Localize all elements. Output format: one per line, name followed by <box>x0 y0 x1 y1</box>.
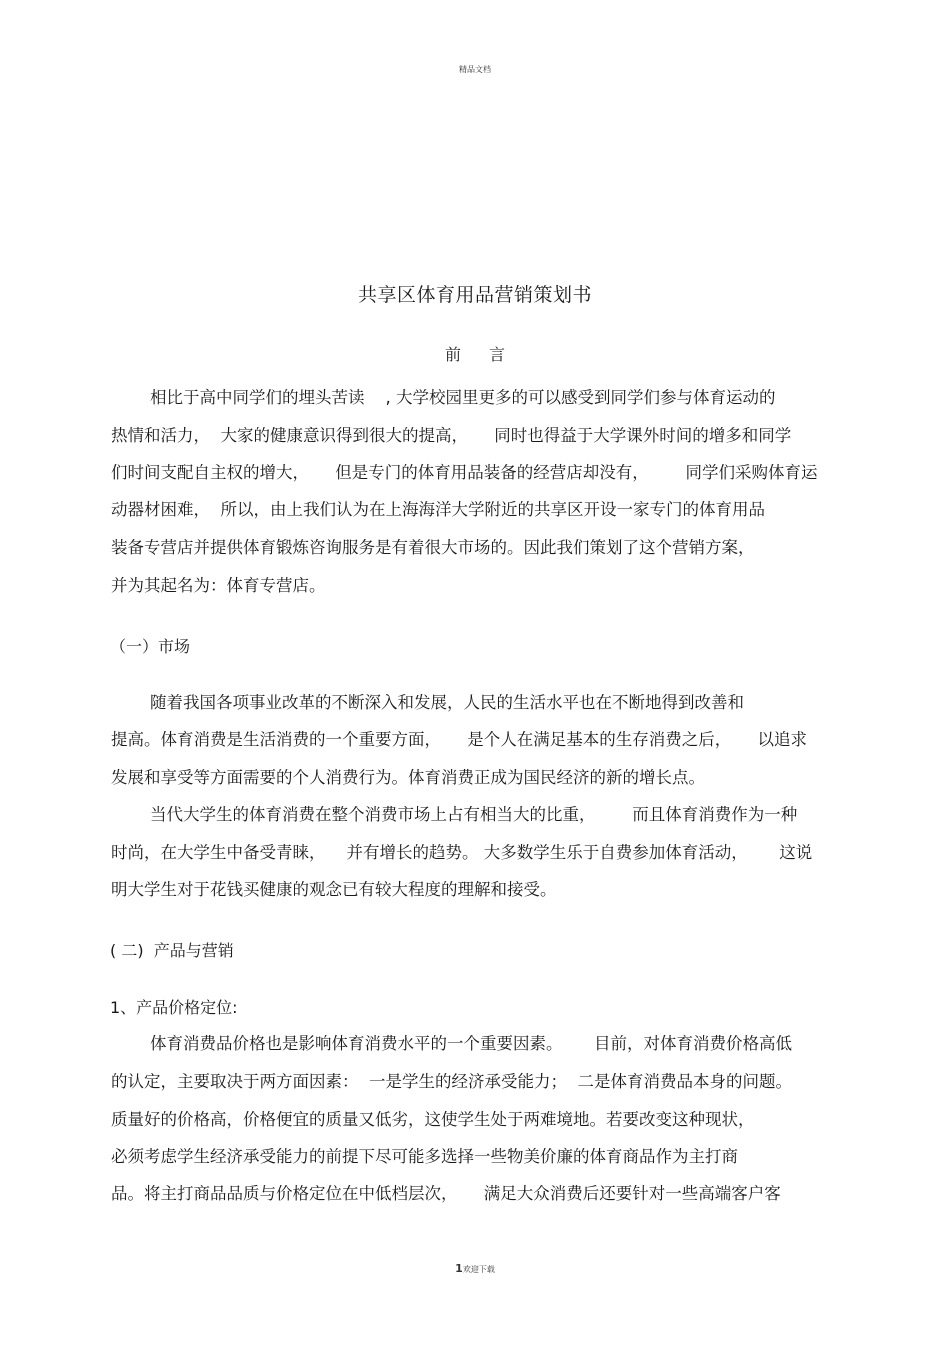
section1-line: 提高。体育消费是生活消费的一个重要方面， 是个人在满足基本的生存消费之后， 以追求 <box>111 730 807 749</box>
footer-text: 欢迎下载 <box>462 1265 495 1274</box>
section1-line: 随着我国各项事业改革的不断深入和发展，人民的生活水平也在不断地得到改善和 <box>150 693 744 712</box>
preface-line: 们时间支配自主权的增大， 但是专门的体育用品装备的经营店却没有， 同学们采购体育运 <box>111 463 818 482</box>
subsection-heading-pricing: 1、产品价格定位: <box>110 998 238 1017</box>
section1-line: 时尚，在大学生中备受青睐， 并有增长的趋势。 大多数学生乐于自费参加体育活动， 这说 <box>111 843 813 862</box>
preface-line: 热情和活力， 大家的健康意识得到很大的提高， 同时也得益于大学课外时间的增多和同学 <box>111 426 792 445</box>
subsection1-line: 体育消费品价格也是影响体育消费水平的一个重要因素。 目前，对体育消费价格高低 <box>150 1034 792 1053</box>
preface-line: 相比于高中同学们的埋头苦读 , 大学校园里更多的可以感受到同学们参与体育运动的 <box>150 388 776 407</box>
section-heading-products: ( 二) 产品与营销 <box>110 941 234 960</box>
subsection1-line: 质量好的价格高，价格便宜的质量又低劣，这使学生处于两难境地。若要改变这种现状， <box>111 1110 755 1129</box>
subsection1-line: 品。将主打商品品质与价格定位在中低档层次， 满足大众消费后还要针对一些高端客户客 <box>111 1184 781 1203</box>
preface-heading-char-1: 前 <box>444 345 461 364</box>
preface-line: 并为其起名为：体育专营店。 <box>111 576 326 595</box>
subsection1-line: 必须考虑学生经济承受能力的前提下尽可能多选择一些物美价廉的体育商品作为主打商 <box>111 1147 738 1166</box>
section1-line: 发展和享受等方面需要的个人消费行为。体育消费正成为国民经济的新的增长点。 <box>111 768 705 787</box>
document-title: 共享区体育用品营销策划书 <box>357 284 592 306</box>
section1-line: 明大学生对于花钱买健康的观念已有较大程度的理解和接受。 <box>111 880 557 899</box>
preface-line: 动器材困难， 所以，由上我们认为在上海海洋大学附近的共享区开设一家专门的体育用品 <box>111 500 765 519</box>
page-footer <box>0 1262 950 1275</box>
preface-line: 装备专营店并提供体育锻炼咨询服务是有着很大市场的。因此我们策划了这个营销方案， <box>111 538 755 557</box>
preface-heading <box>0 342 950 365</box>
section-heading-market: （一）市场 <box>110 637 191 656</box>
page-number: 1 <box>455 1262 463 1275</box>
header-mark: 精品文档 <box>459 65 491 74</box>
subsection1-line: 的认定，主要取决于两方面因素： 一是学生的经济承受能力； 二是体育消费品本身的问题。 <box>111 1072 792 1091</box>
preface-heading-char-2: 言 <box>489 345 506 364</box>
section1-line: 当代大学生的体育消费在整个消费市场上占有相当大的比重， 而且体育消费作为一种 <box>150 805 798 824</box>
